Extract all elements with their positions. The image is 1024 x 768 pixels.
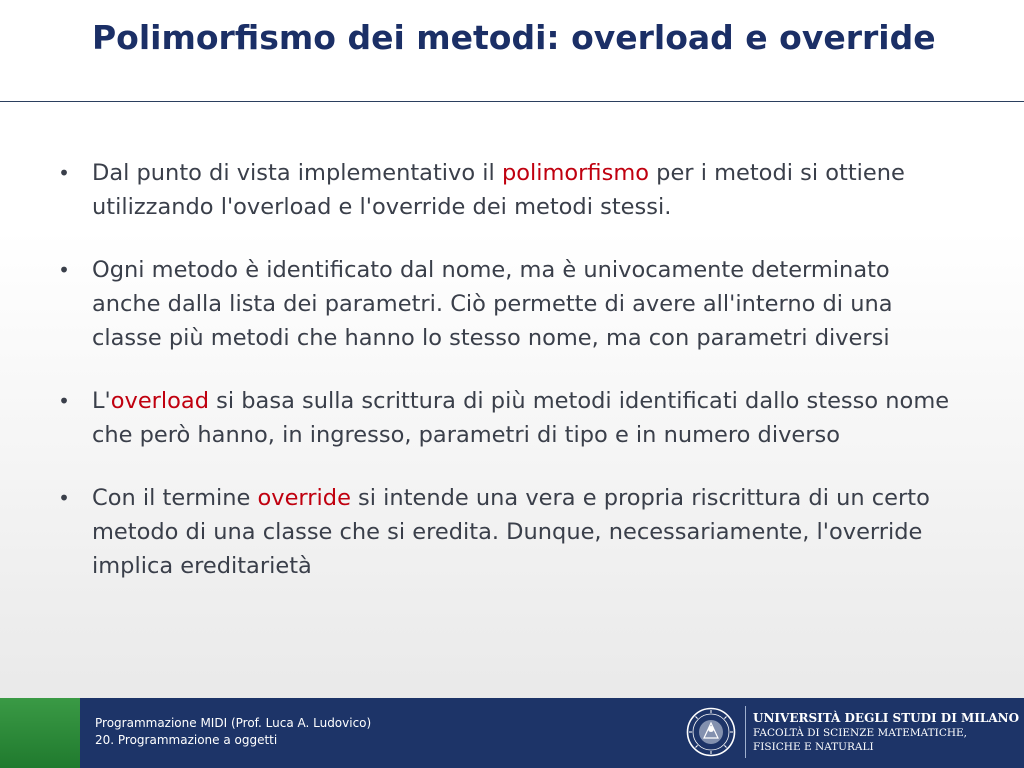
- faculty-line-2: FISICHE E NATURALI: [753, 741, 874, 753]
- title-divider: [0, 101, 1024, 102]
- bullet-text-after: si intende una vera e propria riscrittura di un certo metodo di una classe che si eredita. Dunque, necessariamente, l'override implica ereditarietà: [92, 485, 930, 579]
- slide-title: Polimorfismo dei metodi: overload e override: [92, 18, 936, 57]
- university-seal-icon: [686, 707, 736, 757]
- bullet-dot-icon: •: [58, 161, 70, 185]
- lesson-title: 20. Programmazione a oggetti: [95, 733, 278, 747]
- footer-accent: [0, 698, 80, 768]
- faculty-line-1: FACOLTÀ DI SCIENZE MATEMATICHE,: [753, 727, 968, 739]
- bullet-dot-icon: •: [58, 258, 70, 282]
- bullet-dot-icon: •: [58, 389, 70, 413]
- bullet-highlight: polimorfismo: [501, 160, 650, 186]
- bullet-item: [54, 481, 954, 583]
- bullet-dot-icon: •: [58, 486, 70, 510]
- course-title: Programmazione MIDI (Prof. Luca A. Ludovico): [95, 716, 372, 730]
- university-logo-text: [753, 710, 1019, 754]
- university-name: UNIVERSITÀ DEGLI STUDI DI MILANO: [753, 711, 1020, 725]
- bullet-text-before: Dal punto di vista implementativo il: [92, 160, 502, 186]
- bullet-highlight: override: [257, 485, 351, 511]
- bullet-list: [54, 156, 954, 612]
- footer-divider: [745, 706, 746, 758]
- bullet-text-after: si basa sulla scrittura di più metodi identificati dallo stesso nome che però hanno, in ingresso, parametri di tipo e in numero diverso: [92, 388, 950, 448]
- footer-bar: [0, 698, 1024, 768]
- bullet-item: [54, 156, 954, 224]
- bullet-highlight: overload: [110, 388, 209, 414]
- bullet-text-before: Con il termine: [92, 485, 258, 511]
- bullet-item: [54, 253, 954, 355]
- bullet-text-before: L': [92, 388, 111, 414]
- bullet-text: Ogni metodo è identificato dal nome, ma è univocamente determinato anche dalla lista dei parametri. Ciò permette di avere all'interno di una classe più metodi che hanno lo stesso nome, ma con parametri diversi: [92, 257, 893, 351]
- bullet-item: [54, 384, 954, 452]
- footer-course-info: [95, 715, 371, 749]
- bullet-text-after: per i metodi si ottiene utilizzando l'overload e l'override dei metodi stessi.: [92, 160, 905, 220]
